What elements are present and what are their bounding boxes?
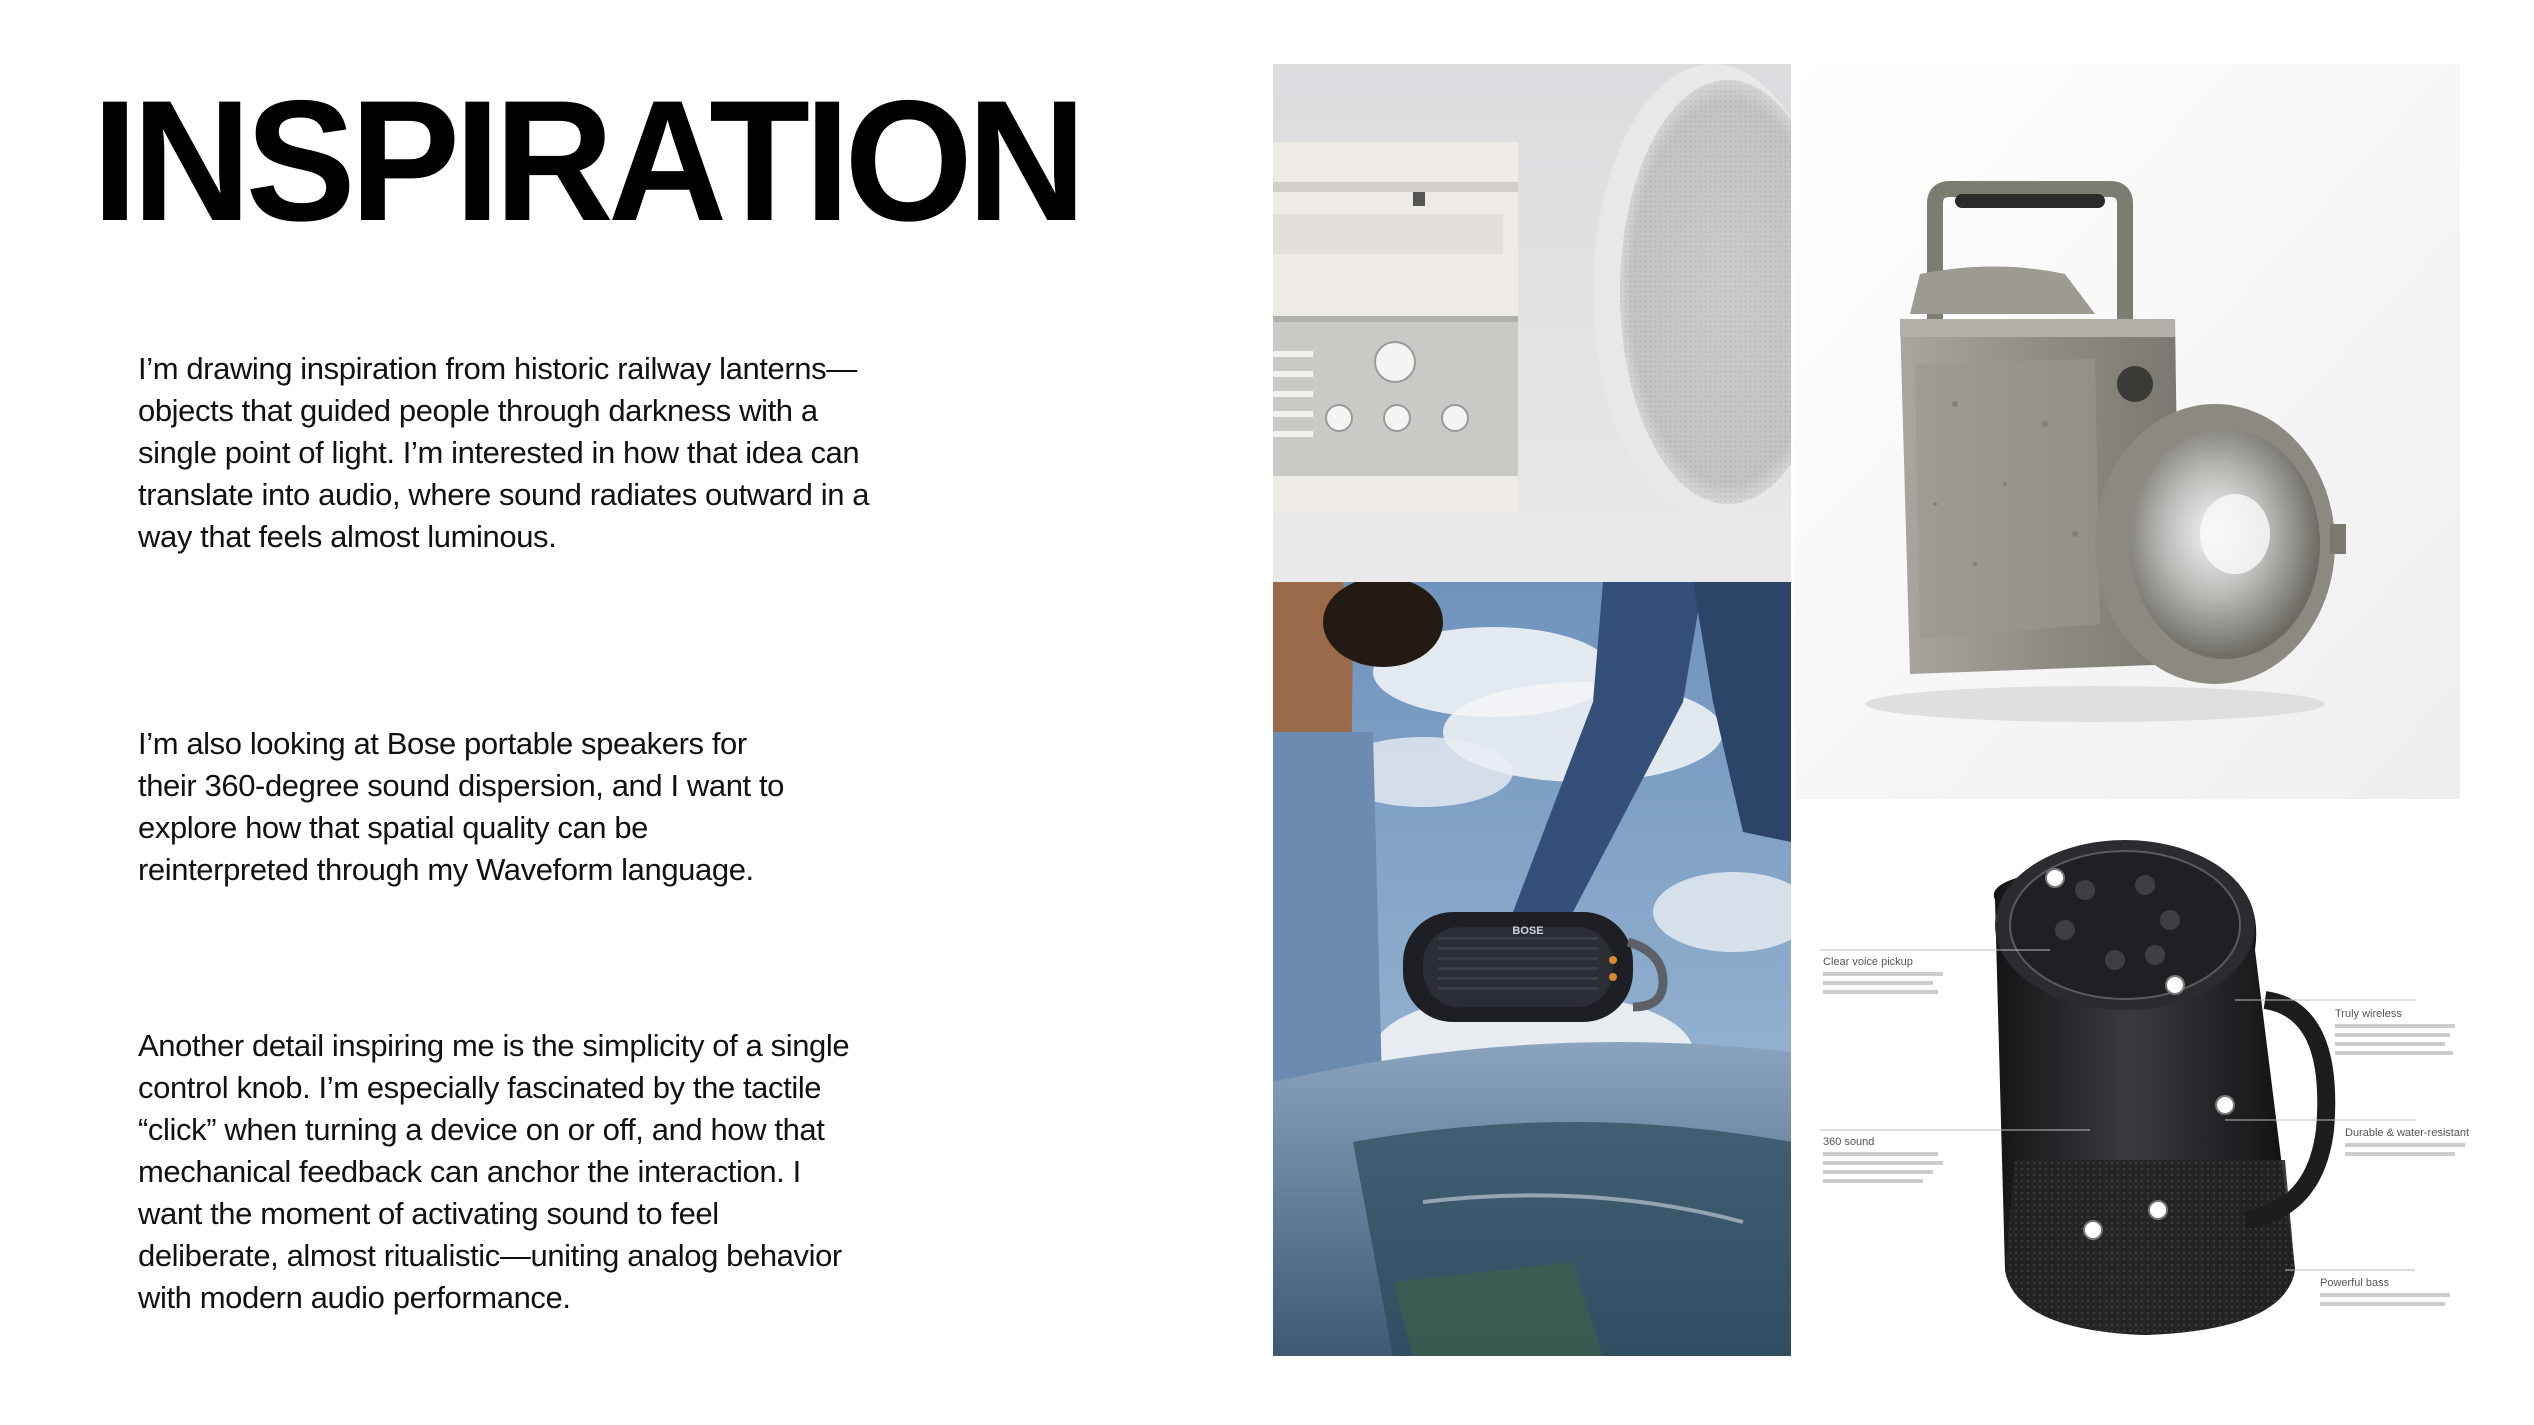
railway-lantern-photo (1795, 64, 2460, 799)
annotation-clear-voice: Clear voice pickup (1823, 956, 1913, 968)
paragraph-railway-lanterns: I’m drawing inspiration from historic railway lanterns— objects that guided people through darkness with a single point of light. I’m interested in how that idea can translate into audio, where sound radiates outward in a way that feels almost luminous. (138, 351, 870, 554)
annotation-durable: Durable & water-resistant (2345, 1127, 2470, 1139)
bose-portable-speaker-diagram (1815, 830, 2495, 1360)
annotation-360-sound: 360 sound (1823, 1136, 1875, 1148)
page-title: INSPIRATION (92, 65, 1081, 257)
annotation-powerful-bass: Powerful bass (2320, 1277, 2390, 1289)
paragraph-control-knob: Another detail inspiring me is the simplicity of a single control knob. I’m especially fascinated by the tactile “click” when turning a device on or off, and how that mechanical feedback can anchor the interaction. I want the moment of activating sound to feel deliberate, almost ritualistic—uniting analog behavior with modern audio performance. (138, 1028, 850, 1315)
bose-speaker-lifestyle-photo (1273, 582, 1791, 1356)
bose-logo-text: BOSE (1512, 925, 1544, 937)
annotation-truly-wireless: Truly wireless (2335, 1008, 2402, 1020)
paragraph-bose-speakers: I’m also looking at Bose portable speakers for their 360-degree sound dispersion, and I want to explore how that spatial quality can be reinterpreted through my Waveform language. (138, 726, 785, 887)
vintage-radio-photo (1273, 64, 1791, 582)
